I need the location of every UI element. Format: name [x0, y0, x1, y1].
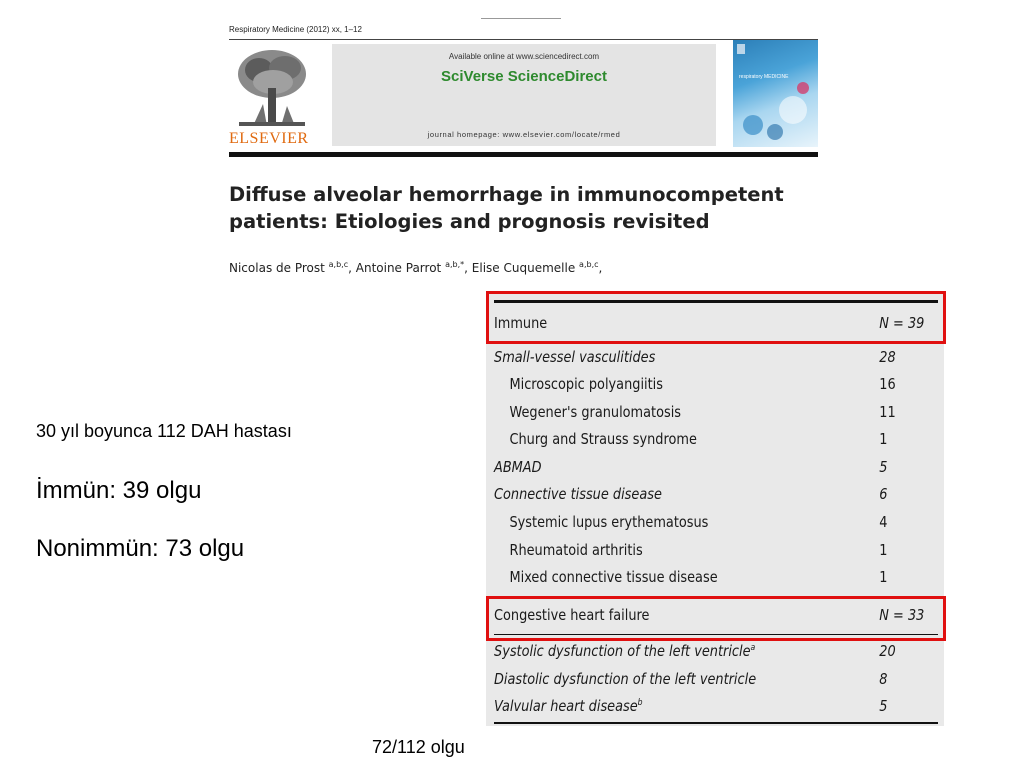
article-title-line-2: patients: Etiologies and prognosis revisited	[229, 210, 710, 233]
journal-homepage-text: journal homepage: www.elsevier.com/locate/rmed	[427, 130, 621, 139]
elsevier-wordmark: ELSEVIER	[229, 130, 309, 147]
row-label	[494, 642, 755, 660]
immune-header-label: Immune	[494, 314, 548, 332]
table-row	[494, 481, 888, 508]
table-row	[494, 666, 888, 693]
table-row	[494, 454, 888, 481]
row-label: Small-vessel vasculitides	[494, 348, 656, 366]
row-label: Diastolic dysfunction of the left ventricle	[494, 670, 757, 688]
row-label: Microscopic polyangiitis	[509, 375, 663, 393]
row-value: 4	[879, 513, 888, 531]
chf-header-label: Congestive heart failure	[494, 606, 650, 624]
row-value: 1	[879, 430, 888, 448]
row-value: 28	[879, 348, 896, 366]
table-row	[494, 564, 888, 591]
row-value: 8	[879, 670, 888, 688]
author-name: Antoine Parrot	[355, 261, 442, 275]
table-row	[494, 371, 896, 398]
row-value: 5	[879, 697, 888, 715]
footer-count-note: 72/112 olgu	[372, 737, 465, 757]
table-row	[494, 509, 888, 536]
available-online-text: Available online at www.sciencedirect.com	[448, 52, 600, 61]
row-value: 6	[879, 485, 888, 503]
author-affiliation: a,b,c	[579, 260, 599, 269]
row-label: Rheumatoid arthritis	[509, 541, 643, 559]
patient-count-note: 30 yıl boyunca 112 DAH hastası	[36, 421, 292, 441]
footnote-mark: a	[750, 643, 756, 653]
table-row	[494, 537, 888, 564]
table-row	[494, 344, 896, 371]
cover-art-icon	[733, 40, 818, 147]
chf-header-value: N = 33	[879, 606, 925, 624]
header-short-rule	[481, 18, 561, 19]
immune-count-note: İmmün: 39 olgu	[36, 477, 202, 504]
nonimmune-count-note: Nonimmün: 73 olgu	[36, 535, 245, 562]
row-label-text: Valvular heart disease	[494, 697, 638, 715]
author-name: Nicolas de Prost	[229, 261, 325, 275]
row-value: 11	[879, 403, 896, 421]
row-label: Mixed connective tissue disease	[509, 568, 718, 586]
author-affiliation: a,b,c	[328, 260, 349, 269]
row-label	[494, 697, 643, 715]
table-row	[494, 399, 896, 426]
row-value: 1	[879, 568, 888, 586]
row-label: ABMAD	[494, 458, 542, 476]
article-title	[229, 181, 829, 235]
table-row	[494, 426, 888, 453]
elsevier-tree-icon	[235, 48, 309, 128]
row-label: Systemic lupus erythematosus	[509, 513, 709, 531]
row-value: 16	[879, 375, 896, 393]
table-row	[494, 693, 888, 720]
table-row	[494, 638, 896, 665]
journal-citation: Respiratory Medicine (2012) xx, 1–12	[229, 25, 362, 34]
row-label: Connective tissue disease	[494, 485, 662, 503]
row-value: 1	[879, 541, 888, 559]
row-value: 20	[879, 642, 896, 660]
table-bottom-rule	[494, 722, 938, 724]
header-rule-top	[229, 39, 818, 40]
row-label: Churg and Strauss syndrome	[509, 430, 697, 448]
immune-header-value: N = 39	[879, 314, 925, 332]
cover-label: respiratory MEDICINE	[739, 74, 789, 80]
header-rule-bottom	[229, 152, 818, 157]
row-label: Wegener's granulomatosis	[509, 403, 682, 421]
author-affiliation: a,b,*	[445, 260, 465, 269]
article-title-line-1: Diffuse alveolar hemorrhage in immunocompetent	[229, 183, 784, 206]
author-name: Elise Cuquemelle	[471, 261, 576, 275]
immune-highlight-box	[486, 291, 946, 344]
author-list: Nicolas de Prost $^{a,b,c}$, Antoine Parrot $^{a,b,*}$, Elise Cuquemelle $^{a,b,c}$,	[229, 260, 603, 275]
chf-highlight-box	[486, 596, 946, 641]
elsevier-logo	[229, 44, 315, 148]
journal-cover-image	[733, 40, 818, 147]
sciencedirect-banner	[332, 44, 716, 146]
footnote-mark: b	[637, 698, 643, 708]
row-value: 5	[879, 458, 888, 476]
sciverse-sciencedirect-title: SciVerse ScienceDirect	[441, 68, 607, 85]
row-label-text: Systolic dysfunction of the left ventricle	[494, 642, 751, 660]
